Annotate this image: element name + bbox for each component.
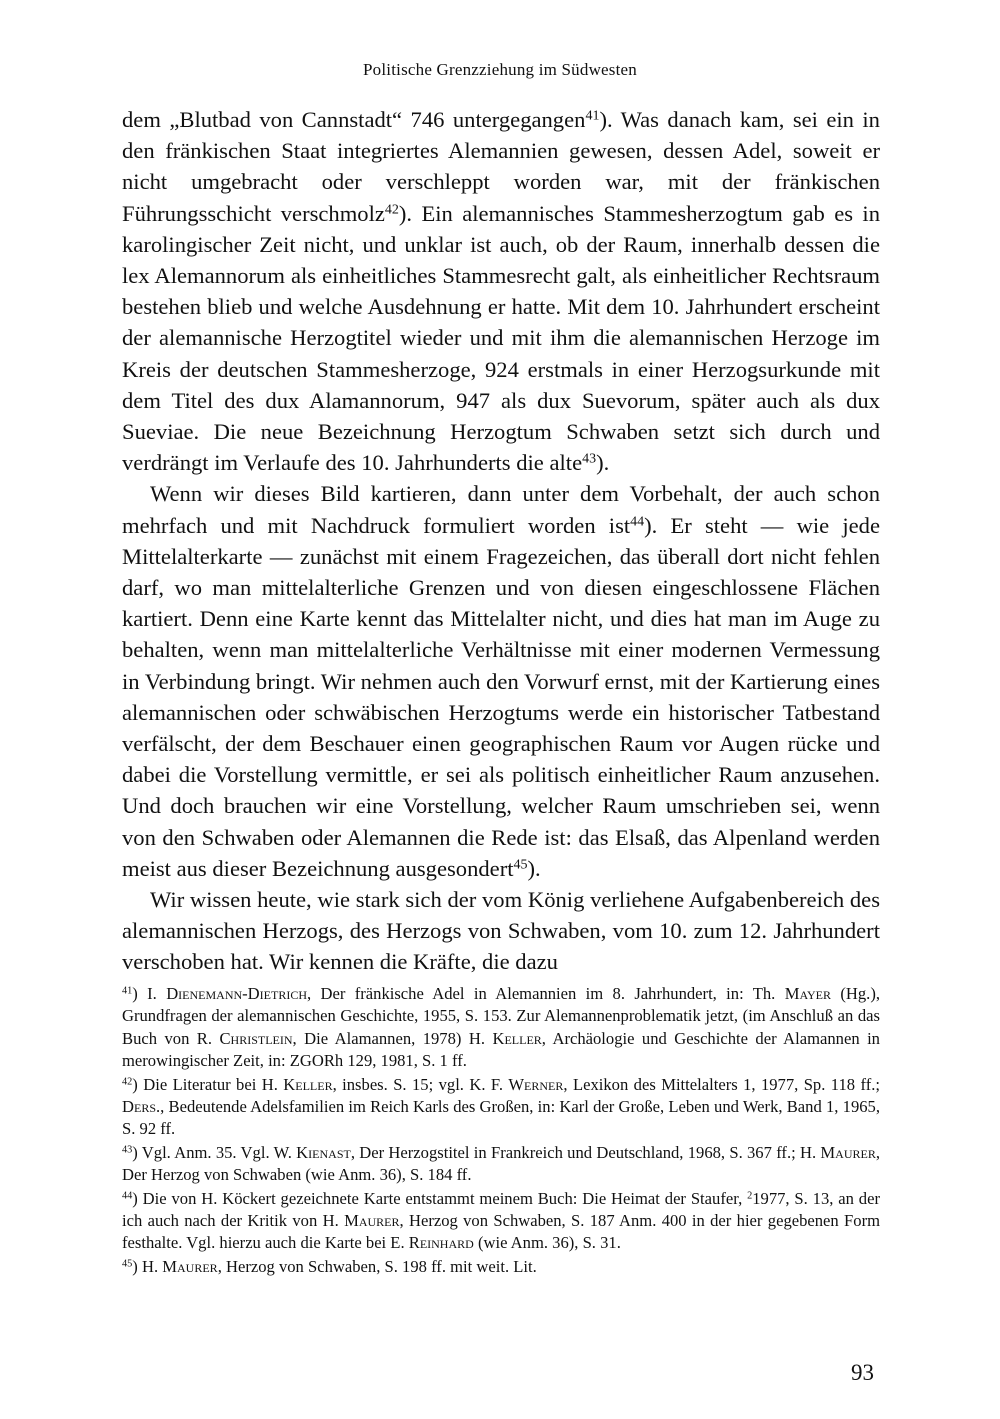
footnote <box>122 1074 880 1141</box>
author-name: Maurer <box>344 1211 400 1231</box>
footnote-text: , Archäologie und Geschichte der Alamannen in merowingischer Zeit, in: ZGORh 129, 1981, S. 1 ff. <box>122 1028 880 1071</box>
page-number: 93 <box>851 1360 874 1385</box>
footnote-number: 41 <box>122 985 133 997</box>
author-name: Maurer <box>820 1142 876 1162</box>
footnote-text: , Der fränkische Adel in Alemannien im 8. Jahrhundert, in: Th. <box>307 984 785 1003</box>
footnote-number: 42 <box>122 1075 133 1087</box>
text-segment: Wir wissen heute, wie stark sich der vom König verliehene Aufgabenbereich des alemannischen Herzogs, des Herzogs von Schwaben, vom 10. zum 12. Jahrhundert verschoben hat. Wir kennen die Kräfte, die dazu <box>122 887 880 975</box>
author-name: Mayer <box>784 984 832 1003</box>
footnote-text: ) H. <box>132 1256 163 1276</box>
footnote-text: ) I. <box>132 984 167 1003</box>
running-head: Politische Grenzziehung im Südwesten <box>363 60 637 79</box>
text-segment: ). <box>596 450 610 476</box>
footnote-text: , insbes. S. 15; vgl. K. F. <box>332 1074 509 1094</box>
text-segment: ). Ein alemannisches Stammesherzogtum gab es in karolingischer Zeit nicht, und unklar ist auch, ob der Raum, innerhalb dessen die lex Alemannorum als einheitliches Stammesrecht galt, als einheitlicher Rechtsraum bestehen blieb und welche Ausdehnung er hatte. Mit dem 10. Jahrhundert erscheint der alemannische Herzogtitel wieder und mit ihm die alemannischen Herzoge im Kreis der deutschen Stammesherzoge, 924 erstmals in einer Herzogsurkunde mit dem Titel des dux Alamannorum, 947 als dux Suevorum, später auch als dux Sueviae. Die neue Bezeichnung Herzogtum Schwaben setzt sich durch und verdrängt im Verlaufe des 10. Jahrhunderts die alte <box>122 200 880 476</box>
footnote-text: ) Die Literatur bei H. <box>132 1074 284 1094</box>
footnote <box>122 1188 880 1255</box>
paragraph <box>122 478 880 884</box>
author-name: Keller <box>492 1028 542 1048</box>
footnote-text: , Bedeutende Adelsfamilien im Reich Karls des Großen, in: Karl der Große, Leben und Werk, Band 1, 1965, S. 92 ff. <box>122 1097 880 1139</box>
footnote-ref: 45 <box>513 857 528 873</box>
footnote-text: , Die Alamannen, 1978) H. <box>292 1028 493 1048</box>
author-name: Keller <box>283 1074 333 1094</box>
author-name: Maurer <box>162 1256 218 1276</box>
footnote-text: (Hg.), Grundfragen der alemannischen Geschichte, 1955, S. 153. Zur Alemannenproblematik jetzt, (im Anschluß an das Buch von R. <box>122 984 880 1048</box>
footnote <box>122 1142 880 1187</box>
paragraph <box>122 884 880 978</box>
paragraph <box>122 104 880 478</box>
text-segment: ). Er steht — wie jede Mittelalterkarte — zunächst mit einem Fragezeichen, das überall dort nicht fehlen darf, wo man mittelalterliche Grenzen und von diesen eingeschlossene Flächen kartiert. Denn eine Karte kennt das Mittelalter nicht, und dies hat man im Auge zu behalten, wenn man mittelalterliche Verhältnisse mit einer modernen Vermessung in Verbindung bringt. Wir nehmen auch den Vorwurf ernst, mit der Kartierung eines alemannischen oder schwäbischen Herzogtums werde ein historischer Tatbestand verfälscht, der dem Beschauer einen geographischen Raum vor Augen rücke und dabei die Vorstellung vermittle, er sei als politisch einheitlicher Raum anzusehen. Und doch brauchen wir eine Vorstellung, welcher Raum umschrieben sei, wenn von den Schwaben oder Alemannen die Rede ist: das Elsaß, das Alpenland werden meist aus dieser Bezeichnung ausgesondert <box>122 512 880 881</box>
footnote-number: 45 <box>122 1258 133 1270</box>
footnote-text: , Herzog von Schwaben, S. 187 Anm. 400 in der hier gegebenen Form festhalte. Vgl. hierzu auch die Karte bei E. <box>122 1211 881 1253</box>
footnote <box>122 983 880 1073</box>
footnotes <box>122 983 880 1279</box>
footnote-text: ) Die von H. Köckert gezeichnete Karte entstammt meinem Buch: Die Heimat der Staufer, <box>132 1188 748 1208</box>
footnote-ref: 42 <box>384 201 399 217</box>
footnote-number: 43 <box>122 1144 133 1156</box>
author-name: Dienemann-Dietrich <box>166 984 307 1003</box>
footnote-text: (wie Anm. 36), S. 31. <box>473 1233 621 1253</box>
text-segment: Wenn wir dieses Bild kartieren, dann unter dem Vorbehalt, der auch schon mehrfach und mit Nachdruck formuliert worden ist <box>122 481 880 538</box>
footnote-ref: 41 <box>585 108 600 124</box>
footnote-text: 1977, S. 13, an der ich auch nach der Kritik von H. <box>122 1188 880 1231</box>
footnote-text: , Der Herzog von Schwaben (wie Anm. 36), S. 184 ff. <box>122 1142 881 1185</box>
text-segment: ). Was danach kam, sei ein in den fränkischen Staat integriertes Alemannien gewesen, dessen Adel, soweit er nicht umgebracht oder verschleppt worden war, mit der fränkischen Führungsschicht verschmolz <box>122 107 880 226</box>
author-name: Ders. <box>122 1097 161 1117</box>
text-segment: dem „Blutbad von Cannstadt“ 746 untergegangen <box>122 107 586 132</box>
body-text <box>122 104 880 978</box>
footnote-text: , Der Herzogstitel in Frankreich und Deutschland, 1968, S. 367 ff.; H. <box>350 1142 821 1162</box>
footnote <box>122 1256 880 1278</box>
footnote-text: ) Vgl. Anm. 35. Vgl. W. <box>132 1142 297 1162</box>
footnote-ref: 43 <box>582 451 597 467</box>
author-name: Reinhard <box>408 1233 474 1253</box>
footnote-text: 2 <box>747 1190 753 1201</box>
author-name: Kienast <box>296 1142 351 1162</box>
text-segment: ). <box>527 855 541 881</box>
footnote-text: , Herzog von Schwaben, S. 198 ff. mit weit. Lit. <box>217 1256 537 1276</box>
footnote-text: , Lexikon des Mittelalters 1, 1977, Sp. 118 ff.; <box>563 1074 880 1094</box>
author-name: Werner <box>508 1074 564 1094</box>
author-name: Christlein <box>219 1028 293 1048</box>
footnote-number: 44 <box>122 1190 133 1201</box>
footnote-ref: 44 <box>630 513 645 529</box>
